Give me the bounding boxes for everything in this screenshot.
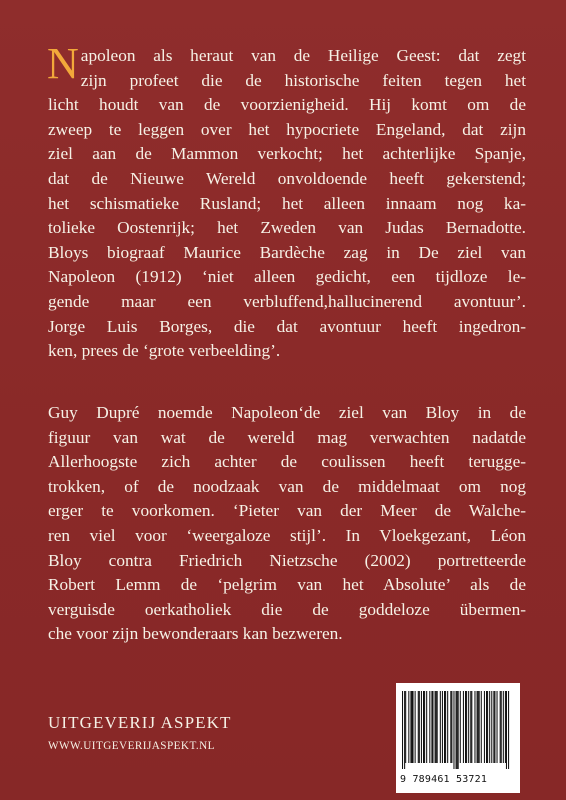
barcode-bar — [402, 691, 403, 769]
barcode-bar — [451, 691, 452, 763]
barcode-bars — [396, 683, 520, 775]
barcode-bar — [497, 691, 498, 763]
barcode-bar — [445, 691, 446, 763]
barcode-bar — [424, 691, 425, 763]
text-line: dat de Nieuwe Wereld onvoldoende heeft gekerstend; — [48, 168, 526, 188]
text-line: Robert Lemm de ‘pelgrim van het Absolute’ als de — [48, 575, 526, 595]
text-line: Allerhoogste zich achter de coulissen heeft terugge- — [48, 452, 526, 472]
barcode-bar — [415, 691, 416, 763]
barcode-bar — [453, 691, 454, 769]
barcode-bar — [431, 691, 432, 763]
barcode-bar — [471, 691, 472, 763]
barcode-bar — [487, 691, 488, 763]
barcode-bar — [486, 691, 487, 763]
text-line: tolieke Oostenrijk; het Zweden van Judas Bernadotte. — [48, 218, 526, 238]
text-line: verguisde oerkatholiek die de goddeloze übermen- — [48, 599, 526, 619]
barcode-bar — [493, 691, 494, 763]
text-line: licht houdt van de voorzienigheid. Hij komt om de — [48, 95, 526, 115]
barcode-bar — [450, 691, 451, 763]
barcode-bar — [442, 691, 443, 763]
barcode-bar — [432, 691, 433, 763]
barcode-bar — [479, 691, 480, 763]
paragraph-1 — [47, 39, 526, 364]
barcode-bar — [411, 691, 412, 763]
text-line: gende maar een verbluffend,hallucinerend avontuur’. — [48, 291, 526, 311]
barcode-bar — [457, 691, 458, 769]
barcode-bar — [436, 691, 437, 763]
text-line: erger te voorkomen. ‘Pieter van der Meer de Walche- — [48, 501, 526, 521]
barcode-bar — [474, 691, 475, 763]
text-line: Guy Dupré noemde Napoleon‘de ziel van Bloy in de — [48, 403, 526, 422]
barcode-bar — [408, 691, 409, 763]
barcode-bar — [489, 691, 490, 763]
text-line: zijn profeet die de historische feiten tegen het — [80, 70, 526, 90]
barcode-bar — [484, 691, 485, 763]
barcode-bar — [468, 691, 469, 763]
isbn-barcode — [396, 683, 520, 793]
text-line: che voor zijn bewonderaars kan bezweren. — [48, 624, 343, 644]
text-line: apoleon als heraut van de Heilige Geest: dat zegt — [80, 46, 526, 65]
barcode-bar — [410, 691, 411, 763]
barcode-bar — [470, 691, 471, 763]
publisher-name: UITGEVERIJ ASPEKT — [48, 713, 232, 732]
barcode-bar — [491, 691, 492, 763]
barcode-bar — [466, 691, 467, 763]
barcode-bar — [501, 691, 502, 763]
barcode-bar — [418, 691, 419, 763]
barcode-bar — [447, 691, 448, 763]
text-line: Bloys biograaf Maurice Bardèche zag in De ziel van — [48, 242, 526, 262]
barcode-bar — [444, 691, 445, 763]
paragraph-2 — [48, 401, 526, 647]
barcode-bar — [437, 691, 438, 763]
barcode-bar — [460, 691, 461, 763]
text-line: ken, prees de ‘grote verbeelding’. — [48, 341, 281, 361]
barcode-bar — [506, 691, 507, 769]
barcode-bar — [494, 691, 495, 763]
text-line: zweep te leggen over het hypocriete Engeland, dat zijn — [48, 119, 526, 139]
barcode-bar — [458, 691, 459, 769]
barcode-bar — [503, 691, 504, 763]
drop-cap: N — [47, 39, 79, 88]
isbn-digits: 9 789461 53721 — [400, 774, 488, 785]
barcode-bar — [405, 691, 406, 763]
text-line: figuur van wat de wereld mag verwachten nadatde — [48, 427, 526, 447]
text-line: het schismatieke Rusland; het alleen innaam nog ka- — [48, 193, 526, 213]
text-line: Napoleon (1912) ‘niet alleen gedicht, een tijdloze le- — [48, 267, 526, 287]
text-line: ren viel voor ‘weergaloze stijl’. In Vloekgezant, Léon — [48, 525, 526, 545]
barcode-bar — [419, 691, 420, 763]
barcode-bar — [478, 691, 479, 763]
barcode-bar — [481, 691, 482, 763]
barcode-bar — [505, 691, 506, 763]
barcode-bar — [429, 691, 430, 763]
barcode-bar — [508, 691, 509, 769]
text-line: trokken, of de noodzaak van de middelmaat om nog — [48, 476, 526, 496]
barcode-bar — [463, 691, 464, 763]
barcode-bar — [413, 691, 414, 763]
barcode-bar — [477, 691, 478, 763]
barcode-bar — [426, 691, 427, 763]
text-line: ziel aan de Mammon verkocht; het achterlijke Spanje, — [48, 144, 526, 164]
publisher-website[interactable]: WWW.UITGEVERIJASPEKT.NL — [48, 740, 215, 752]
barcode-bar — [500, 691, 501, 763]
text-line: Jorge Luis Borges, die dat avontuur heeft ingedron- — [48, 316, 526, 336]
barcode-bar — [440, 691, 441, 763]
barcode-bar — [456, 691, 457, 769]
barcode-bar — [435, 691, 436, 763]
barcode-bar — [423, 691, 424, 763]
text-line: Bloy contra Friedrich Nietzsche (2002) portretteerde — [48, 550, 526, 570]
barcode-bar — [465, 691, 466, 763]
barcode-bar — [404, 691, 405, 769]
barcode-bar — [421, 691, 422, 763]
